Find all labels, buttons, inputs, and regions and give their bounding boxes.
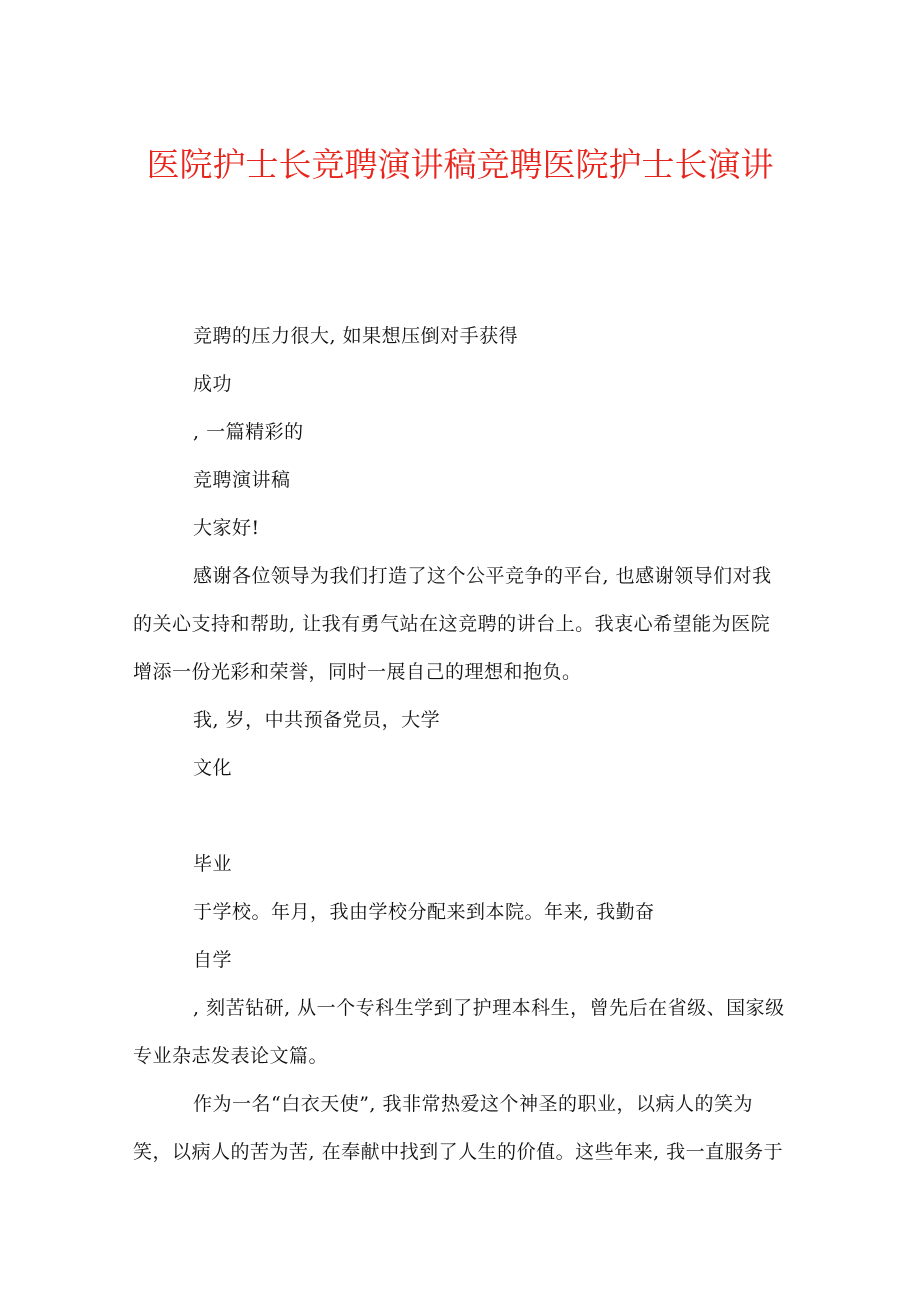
text-line: 竞聘的压力很大, 如果想压倒对手获得 [193,325,519,347]
text-line: 笑，以病人的苦为苦, 在奉献中找到了人生的价值。这些年来, 我一直服务于 [133,1141,784,1163]
text-line: 增添一份光彩和荣誉，同时一展自己的理想和抱负。 [133,661,582,683]
text-line: 成功 [193,373,233,395]
text-line: 我, 岁，中共预备党员，大学 [193,709,441,731]
text-line: , 刻苦钻研, 从一个专科生学到了护理本科生，曾先后在省级、国家级 [193,997,785,1019]
paragraph-start-line: 作为一名“白衣天使”, 我非常热爱这个神圣的职业，以病人的笑为 [193,1093,754,1115]
document-title: 医院护士长竞聘演讲稿竞聘医院护士长演讲 [146,145,774,184]
text-line: 文化 [193,757,233,779]
document-body [133,312,793,1176]
text-line: 专业杂志发表论文篇。 [133,1045,329,1067]
text-line: 于学校。年月，我由学校分配来到本院。年来, 我勤奋 [193,901,655,923]
paragraph-start-line: 感谢各位领导为我们打造了这个公平竞争的平台, 也感谢领导们对我 [193,565,772,587]
text-line: 自学 [193,949,233,971]
text-line: 竞聘演讲稿 [193,469,291,491]
text-line: , 一篇精彩的 [193,421,304,443]
text-line: 的关心支持和帮助, 让我有勇气站在这竞聘的讲台上。我衷心希望能为医院 [133,613,771,635]
text-line: 大家好! [193,517,260,539]
text-line: 毕业 [193,853,233,875]
blank-gap [133,792,793,840]
